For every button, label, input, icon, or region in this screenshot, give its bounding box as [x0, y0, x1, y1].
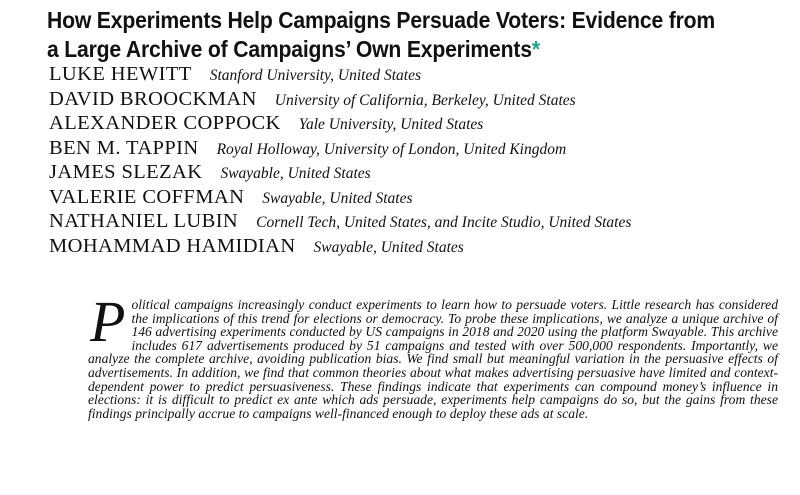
abstract-text: olitical campaigns increasingly conduct experiments to learn how to persuade voters. Little research has considered the implications of this trend for elections or democracy. To probe these implications, we analyze a unique archive of 146 advertising experiments conducted by US campaigns in 2018 and 2020 using the platform Swayable. This archive includes 617 advertisements produced by 51 campaigns and tested with over 500,000 respondents. Importantly, we analyze the complete archive, avoiding publication bias. We find small but meaningful variation in the persuasive effects of advertisements. In addition, we find that common theories about what makes advertising persuasive have limited and context-dependent power to predict persuasiveness. These findings indicate that experiments can compound money’s influence in elections: it is difficult to predict ex ante which ads persuade, experiments help campaigns do so, but the gains from these findings principally accrue to campaigns well-financed enough to deploy these ads at scale.	[88, 297, 778, 421]
author-affiliation: University of California, Berkeley, United States	[274, 91, 576, 109]
abstract	[88, 289, 778, 421]
paper-title	[47, 6, 728, 64]
author-affiliation: Cornell Tech, United States, and Incite Studio, United States	[256, 214, 632, 231]
author-name: LUKE HEWITT	[49, 63, 192, 85]
author-entry	[49, 160, 631, 185]
author-entry	[49, 136, 631, 161]
title-footnote-marker[interactable]: *	[531, 36, 540, 62]
author-name: JAMES SLEZAK	[49, 161, 203, 183]
author-affiliation: Swayable, United States	[220, 165, 371, 182]
author-entry	[49, 234, 631, 259]
author-name: NATHANIEL LUBIN	[49, 210, 239, 232]
author-name: ALEXANDER COPPOCK	[49, 112, 281, 134]
author-entry	[49, 185, 631, 210]
paper-title-text: How Experiments Help Campaigns Persuade Voters: Evidence from a Large Archive of Campaigns’ Own Experiments	[47, 7, 716, 62]
abstract-drop-cap: P	[90, 289, 126, 354]
author-affiliation: Yale University, United States	[298, 116, 484, 133]
author-affiliation: Royal Holloway, University of London, United Kingdom	[216, 140, 567, 158]
author-entry	[49, 87, 631, 112]
author-name: DAVID BROOCKMAN	[49, 87, 257, 110]
author-affiliation: Swayable, United States	[262, 189, 413, 207]
author-entry	[49, 62, 631, 87]
author-list	[49, 62, 631, 258]
author-affiliation: Swayable, United States	[313, 238, 464, 256]
author-name: MOHAMMAD HAMIDIAN	[49, 234, 296, 257]
author-entry	[49, 111, 631, 136]
author-name: VALERIE COFFMAN	[49, 185, 245, 208]
author-affiliation: Stanford University, United States	[209, 67, 421, 84]
author-name: BEN M. TAPPIN	[49, 136, 199, 159]
author-entry	[49, 209, 631, 234]
